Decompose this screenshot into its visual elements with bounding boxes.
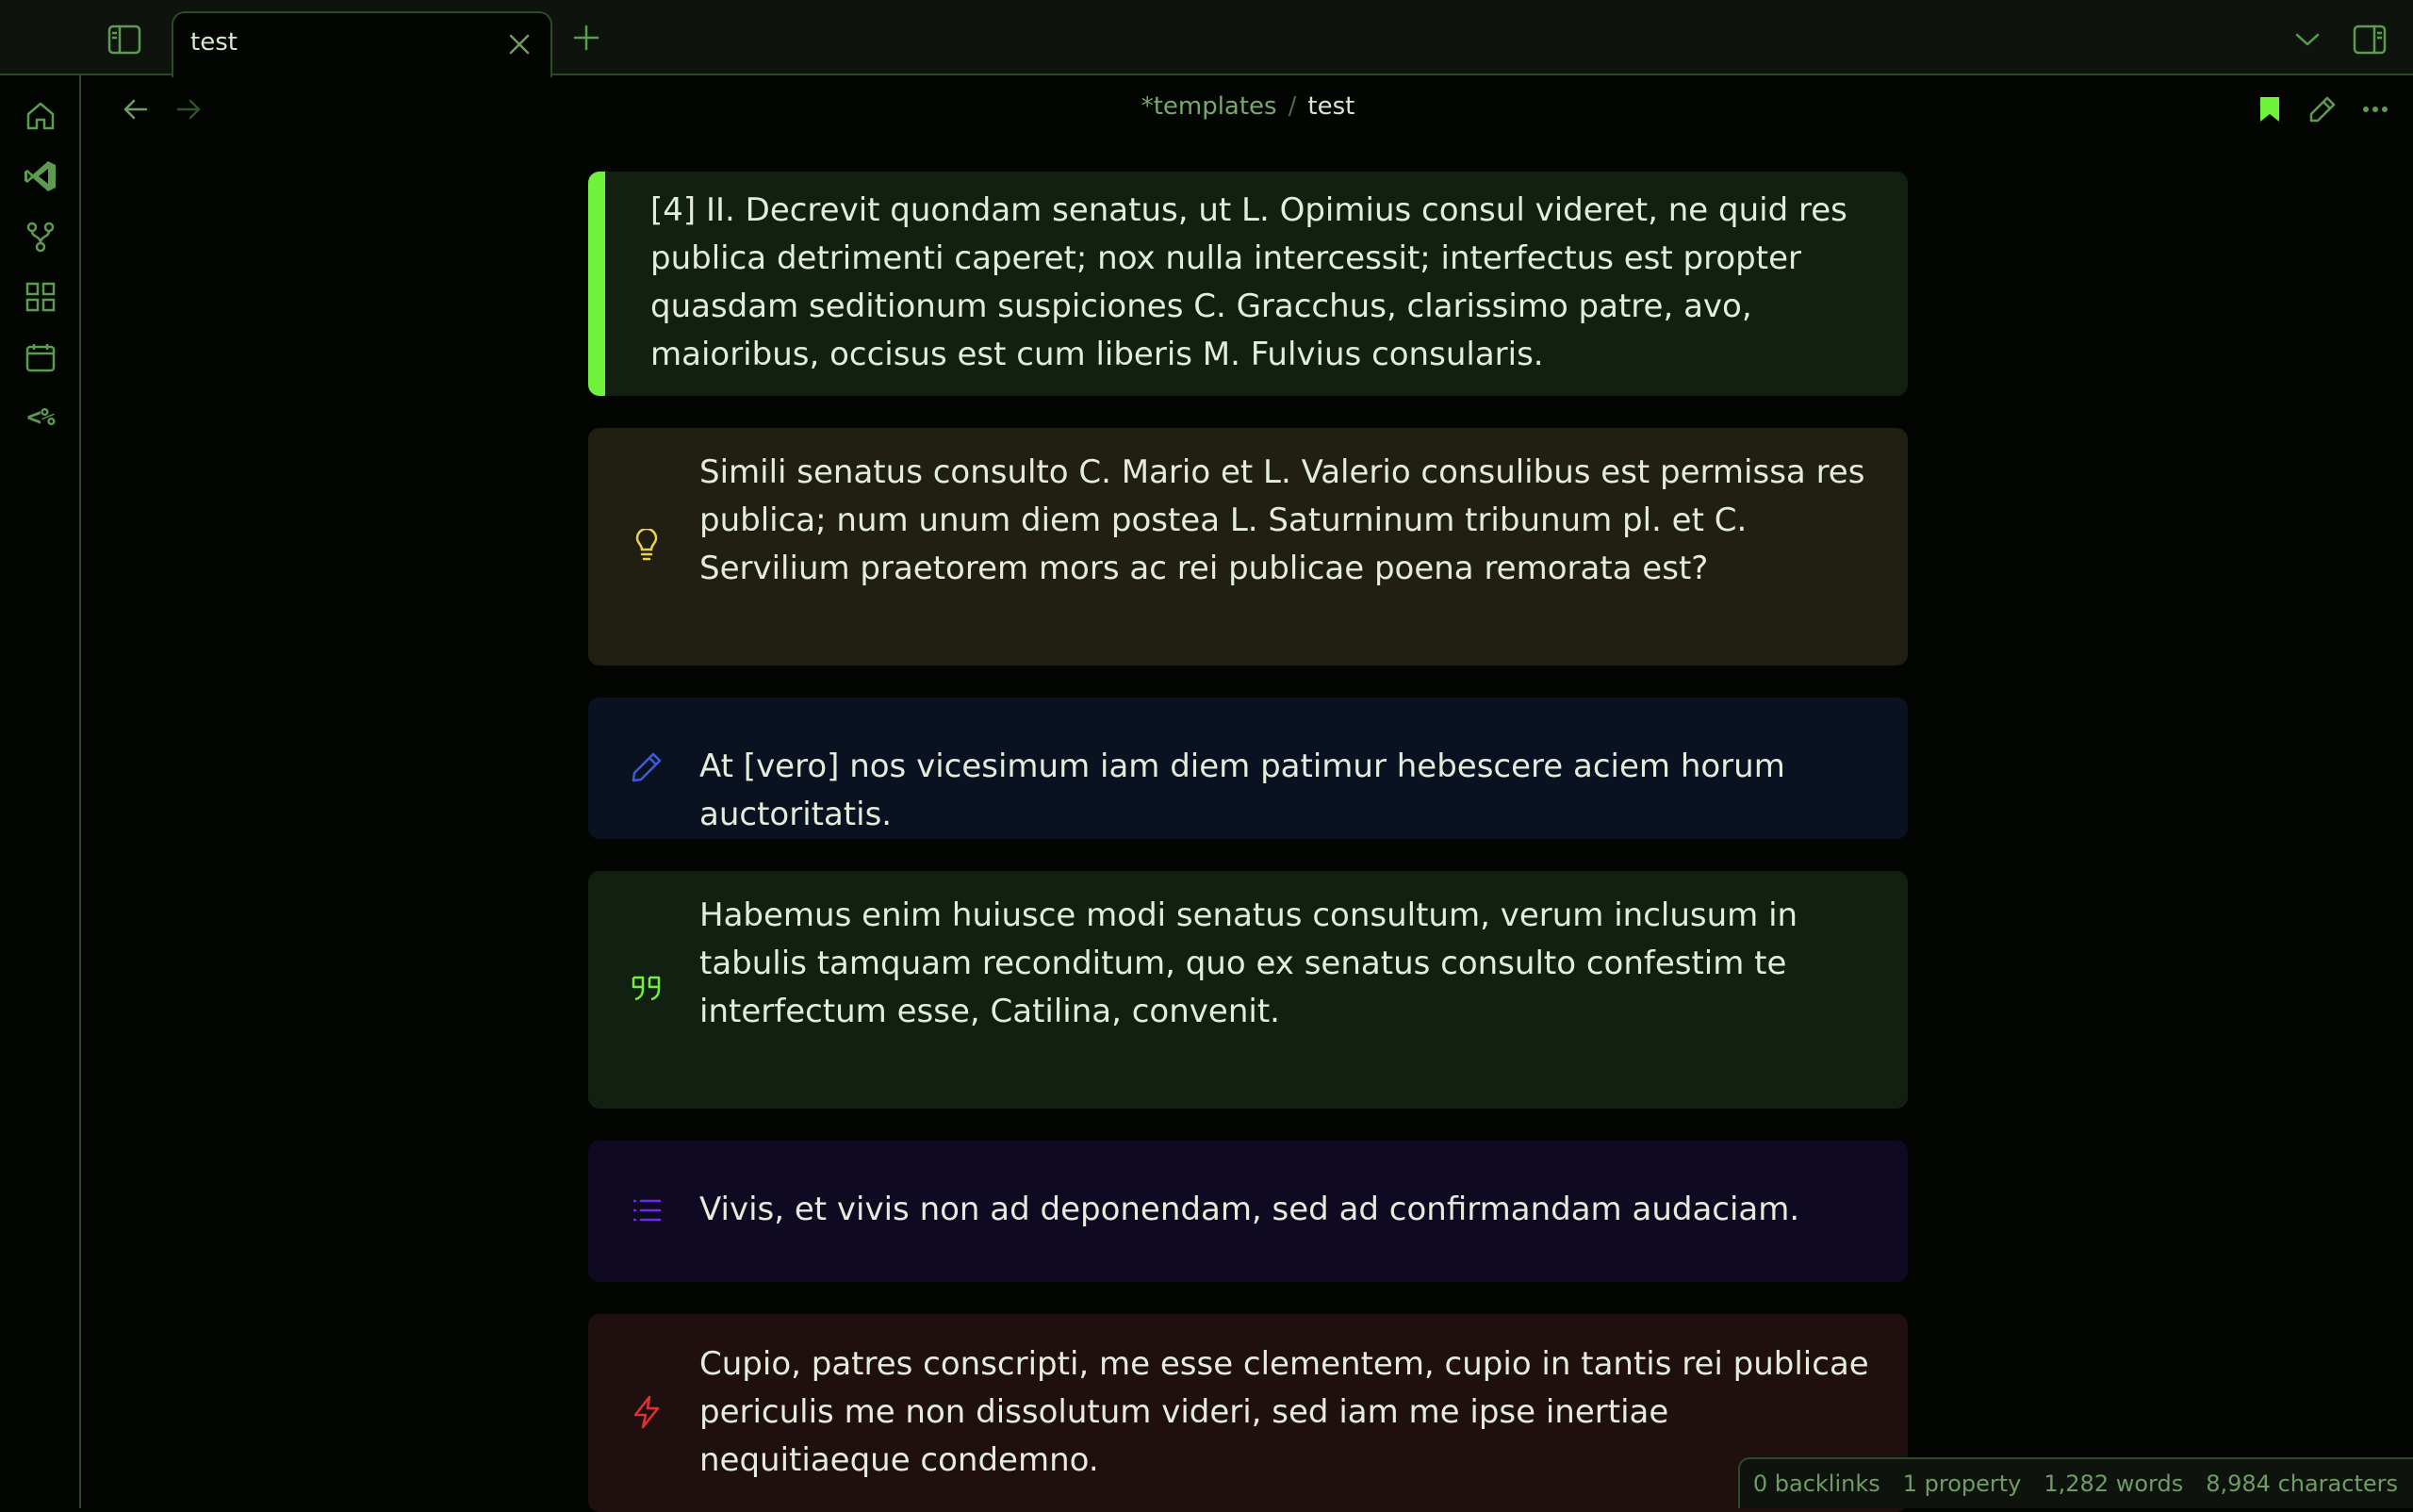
callout-text: [4] II. Decrevit quondam senatus, ut L. Opimius consul videret, ne quid res publica detrimenti caperet; nox nulla intercessit; interfectus est propter quasdam seditionum suspiciones C. Gracchus, clarissimo patre, avo, maioribus, occisus est cum liberis M. Fulvius consularis. bbox=[650, 191, 1847, 373]
breadcrumb bbox=[83, 92, 2413, 121]
chevron-down-icon[interactable] bbox=[2290, 23, 2324, 57]
callout-tip bbox=[588, 428, 1908, 666]
callout-text: Cupio, patres conscripti, me esse clementem, cupio in tantis rei publicae periculis me non dissolutum videri, sed iam me ipse inertiae nequitiaeque condemno. bbox=[699, 1345, 1869, 1479]
tab-title: test bbox=[190, 28, 238, 57]
quote-icon bbox=[630, 971, 664, 1005]
more-options-icon[interactable] bbox=[2356, 90, 2394, 128]
callout-quote bbox=[588, 871, 1908, 1109]
dashboard-icon[interactable] bbox=[19, 275, 62, 319]
callout-text: Simili senatus consulto C. Mario et L. Valerio consulibus est permissa res publica; num unum diem postea L. Saturninum tribunum pl. et C. Servilium praetorem mors ac rei publicae poena remorata est? bbox=[699, 453, 1865, 587]
new-tab-icon[interactable] bbox=[569, 21, 603, 55]
breadcrumb-file[interactable]: test bbox=[1307, 92, 1355, 121]
status-backlinks[interactable]: 0 backlinks bbox=[1752, 1471, 1880, 1497]
callout-blockquote bbox=[588, 172, 1908, 396]
ribbon bbox=[0, 75, 81, 1508]
bolt-icon bbox=[630, 1395, 664, 1429]
breadcrumb-folder[interactable]: *templates bbox=[1141, 92, 1277, 121]
view-actions bbox=[2251, 90, 2394, 128]
pencil-edit-icon[interactable] bbox=[2304, 90, 2341, 128]
list-icon bbox=[630, 1193, 664, 1227]
callout-note bbox=[588, 698, 1908, 839]
templater-icon[interactable]: <% bbox=[26, 403, 55, 432]
callout-text: At [vero] nos vicesimum iam diem patimur hebescere aciem horum auctoritatis. bbox=[699, 748, 1785, 833]
right-sidebar-toggle-icon[interactable] bbox=[2349, 19, 2390, 60]
status-word-count: 1,282 words bbox=[2044, 1471, 2184, 1497]
left-sidebar-toggle-icon[interactable] bbox=[106, 21, 143, 58]
callout-list bbox=[588, 1141, 1908, 1282]
view-header bbox=[83, 77, 2413, 140]
pencil-icon bbox=[630, 750, 664, 784]
home-icon[interactable] bbox=[19, 94, 62, 138]
calendar-icon[interactable] bbox=[19, 336, 62, 379]
git-branch-icon[interactable] bbox=[19, 215, 62, 258]
tab-test[interactable] bbox=[172, 11, 552, 77]
callout-text: Vivis, et vivis non ad deponendam, sed ad confirmandam audaciam. bbox=[699, 1191, 1800, 1228]
breadcrumb-separator: / bbox=[1288, 92, 1297, 121]
status-properties[interactable]: 1 property bbox=[1902, 1471, 2022, 1497]
lightbulb-icon bbox=[630, 528, 664, 562]
callout-text: Habemus enim huiusce modi senatus consultum, verum inclusum in tabulis tamquam reconditum, quo ex senatus consulto confestim te interfectum esse, Catilina, convenit. bbox=[699, 896, 1798, 1030]
status-character-count: 8,984 characters bbox=[2206, 1471, 2398, 1497]
title-bar bbox=[0, 0, 2413, 75]
callout-danger bbox=[588, 1314, 1908, 1512]
close-icon[interactable] bbox=[505, 30, 533, 58]
bookmark-icon[interactable] bbox=[2251, 90, 2289, 128]
status-bar bbox=[1738, 1457, 2413, 1508]
vscode-icon[interactable] bbox=[19, 155, 62, 198]
